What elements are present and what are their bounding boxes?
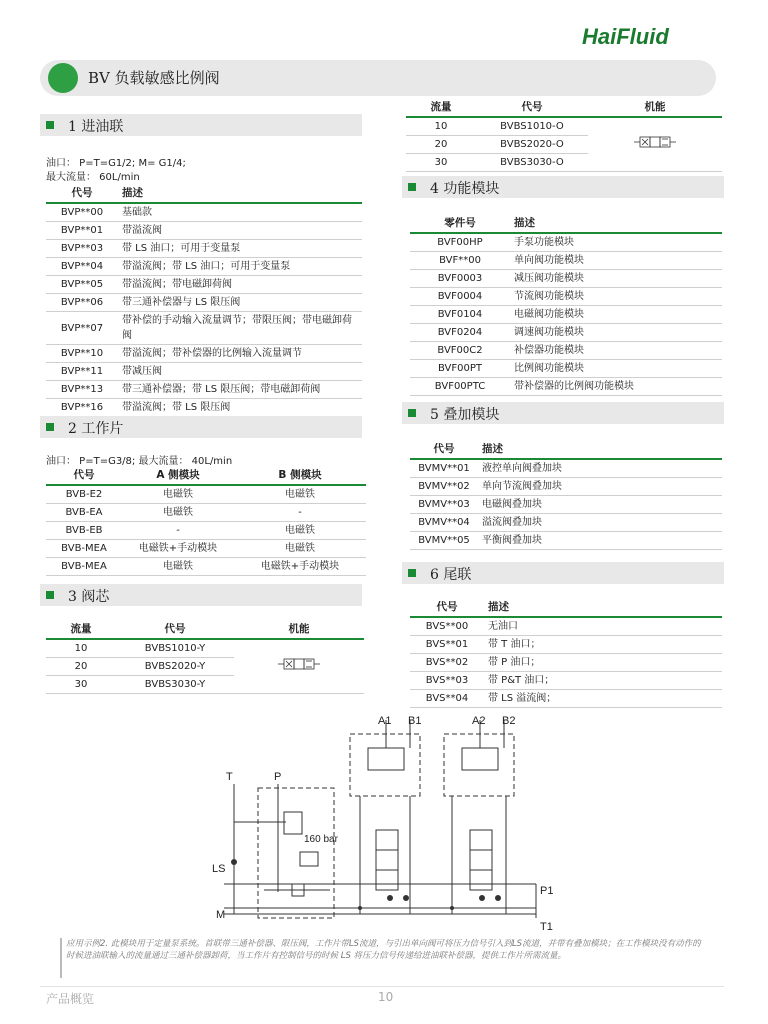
table-header: 代号 <box>476 98 588 117</box>
spool-function-symbol <box>588 117 722 172</box>
port-label-a2: A2 <box>472 715 486 727</box>
table-cell: 带 LS 溢流阀； <box>484 690 722 708</box>
bullet-square-icon <box>46 121 54 129</box>
table-row <box>410 324 722 342</box>
table-cell: BVP**05 <box>46 276 118 294</box>
table-row <box>46 294 362 312</box>
table-cell: BVF0004 <box>410 288 510 306</box>
section-heading-4 <box>402 176 724 198</box>
table-cell: 带溢流阀；带补偿器的比例输入流量调节 <box>118 345 362 363</box>
table-row <box>410 233 722 252</box>
table-cell: BVB-MEA <box>46 558 122 576</box>
table-header: 零件号 <box>410 214 510 233</box>
table-cell: BVP**13 <box>46 381 118 399</box>
table-cell: BVMV**05 <box>410 532 478 550</box>
table-row <box>46 540 366 558</box>
figure-caption: 应用示例2. 此模块用于定量泵系统。首联带三通补偿器、限压阀，工作片带LS流道，与引出单向阀可将压力信号引入到LS流道，并带有叠加模块；在工作模块没有动作的时候进油联输入的流量通过三通补偿器卸荷，当工作片有控制信号的时候 LS 将压力信号传递给进油联补偿器，提供工作片所需流量。 <box>66 939 701 961</box>
table-header: 描述 <box>478 440 722 459</box>
bullet-square-icon <box>408 183 416 191</box>
table-cell: 平衡阀叠加块 <box>478 532 722 550</box>
table-row <box>46 240 362 258</box>
stack-module-table <box>410 440 722 550</box>
table-cell: BVBS3030-Y <box>116 676 234 694</box>
table-row <box>46 485 366 504</box>
section-heading-5 <box>402 402 724 424</box>
table-cell: 溢流阀叠加块 <box>478 514 722 532</box>
logo-graphic <box>580 24 720 48</box>
table-row <box>46 222 362 240</box>
table-row <box>410 496 722 514</box>
table-cell: 电磁铁 <box>122 485 234 504</box>
table-cell: BVS**01 <box>410 636 484 654</box>
table-cell: BVP**04 <box>46 258 118 276</box>
table-cell: BVS**00 <box>410 617 484 636</box>
table-cell: 电磁阀功能模块 <box>510 306 722 324</box>
table-cell: 带三通补偿器；带 LS 限压阀；带电磁卸荷阀 <box>118 381 362 399</box>
section-4-title: 4 功能模块 <box>430 181 500 197</box>
table-cell: BVP**10 <box>46 345 118 363</box>
table-cell: BVMV**04 <box>410 514 478 532</box>
table-cell: BVP**03 <box>46 240 118 258</box>
table-header: 描述 <box>510 214 722 233</box>
table-cell: BVBS3030-O <box>476 154 588 172</box>
table-cell: - <box>234 504 366 522</box>
table-cell: BVMV**01 <box>410 459 478 478</box>
caption-bar <box>60 938 62 978</box>
table-cell: BVMV**02 <box>410 478 478 496</box>
table-header: 代号 <box>410 440 478 459</box>
table-cell: BVS**04 <box>410 690 484 708</box>
table-cell: BVS**03 <box>410 672 484 690</box>
section-heading-1 <box>40 114 362 136</box>
table-cell: BVF00PTC <box>410 378 510 396</box>
table-header: 代号 <box>46 466 122 485</box>
table-header: 机能 <box>234 620 364 639</box>
table-cell: 比例阀功能模块 <box>510 360 722 378</box>
bullet-square-icon <box>408 409 416 417</box>
table-cell: BVP**00 <box>46 203 118 222</box>
table-cell: 10 <box>46 639 116 658</box>
table-row <box>46 522 366 540</box>
section-heading-2 <box>40 416 362 438</box>
table-cell: 带 P 油口； <box>484 654 722 672</box>
table-cell: BVB-E2 <box>46 485 122 504</box>
table-row <box>46 381 362 399</box>
table-cell: 带减压阀 <box>118 363 362 381</box>
port-label-p1: P1 <box>540 885 554 897</box>
table-cell: 基础款 <box>118 203 362 222</box>
table-row <box>410 654 722 672</box>
table-cell: 带 P&T 油口； <box>484 672 722 690</box>
table-cell: BVS**02 <box>410 654 484 672</box>
table-row <box>410 532 722 550</box>
spool-table-y <box>46 620 364 694</box>
table-cell: 节流阀功能模块 <box>510 288 722 306</box>
sec2-note: 油口： P=T=G3/8; 最大流量： 40L/min <box>46 456 233 467</box>
table-row <box>410 636 722 654</box>
section-6-title: 6 尾联 <box>430 567 472 583</box>
table-row <box>410 288 722 306</box>
table-row <box>410 378 722 396</box>
section-heading-3 <box>40 584 362 606</box>
table-row <box>46 258 362 276</box>
table-cell: 带溢流阀；带电磁卸荷阀 <box>118 276 362 294</box>
pressure-label: 160 bar <box>304 834 338 845</box>
table-row <box>410 270 722 288</box>
table-cell: 30 <box>46 676 116 694</box>
table-cell: 30 <box>406 154 476 172</box>
table-header: 机能 <box>588 98 722 117</box>
table-cell: BVF0104 <box>410 306 510 324</box>
port-label-b1: B1 <box>408 715 422 727</box>
table-cell: BVF**00 <box>410 252 510 270</box>
table-header: A 侧模块 <box>122 466 234 485</box>
bullet-square-icon <box>46 423 54 431</box>
page-number: 10 <box>378 990 394 1004</box>
table-cell: 单向阀功能模块 <box>510 252 722 270</box>
sec1-note-flow: 最大流量： 60L/min <box>46 172 140 183</box>
table-cell: 带 LS 油口；可用于变量泵 <box>118 240 362 258</box>
table-cell: 带溢流阀 <box>118 222 362 240</box>
table-cell: 手泵功能模块 <box>510 233 722 252</box>
table-row <box>410 690 722 708</box>
table-cell: 电磁铁 <box>122 558 234 576</box>
section-1-title: 1 进油联 <box>68 119 124 135</box>
table-cell: 电磁铁+手动模块 <box>234 558 366 576</box>
table-row <box>410 672 722 690</box>
table-row <box>410 342 722 360</box>
table-cell: 减压阀功能模块 <box>510 270 722 288</box>
footer-divider <box>40 986 724 987</box>
table-cell: BVF0204 <box>410 324 510 342</box>
table-row <box>46 203 362 222</box>
table-cell: 电磁铁 <box>122 504 234 522</box>
table-cell: 电磁铁 <box>234 540 366 558</box>
bullet-square-icon <box>46 591 54 599</box>
table-cell: 20 <box>46 658 116 676</box>
table-cell: 20 <box>406 136 476 154</box>
table-cell: BVB-MEA <box>46 540 122 558</box>
table-cell: BVB-EB <box>46 522 122 540</box>
table-cell: BVF00PT <box>410 360 510 378</box>
sec1-note-ports: 油口： P=T=G1/2; M= G1/4; <box>46 158 186 169</box>
table-header: 描述 <box>484 598 722 617</box>
spool-function-symbol <box>234 639 364 694</box>
table-row <box>410 514 722 532</box>
table-cell: 10 <box>406 117 476 136</box>
table-row <box>46 639 364 658</box>
table-cell: BVP**11 <box>46 363 118 381</box>
table-row <box>46 345 362 363</box>
footer-section-name: 产品概览 <box>46 992 95 1006</box>
brand-logo <box>580 24 720 48</box>
section-heading-6 <box>402 562 724 584</box>
table-cell: BVF00C2 <box>410 342 510 360</box>
table-cell: BVB-EA <box>46 504 122 522</box>
section-2-title: 2 工作片 <box>68 421 124 437</box>
table-row <box>410 306 722 324</box>
table-cell: BVP**01 <box>46 222 118 240</box>
table-cell: 调速阀功能模块 <box>510 324 722 342</box>
section-5-title: 5 叠加模块 <box>430 407 500 423</box>
table-cell: - <box>122 522 234 540</box>
table-header: 代号 <box>410 598 484 617</box>
valve-symbol-icon <box>278 657 320 671</box>
section-3-title: 3 阀芯 <box>68 589 110 605</box>
table-cell: 单向节流阀叠加块 <box>478 478 722 496</box>
table-cell: BVBS1010-O <box>476 117 588 136</box>
table-cell: BVMV**03 <box>410 496 478 514</box>
function-module-table <box>410 214 722 396</box>
inlet-section-table <box>46 184 362 417</box>
table-cell: 电磁铁 <box>234 522 366 540</box>
table-cell: BVP**06 <box>46 294 118 312</box>
table-header: 描述 <box>118 184 362 203</box>
table-cell: BVP**07 <box>46 312 118 345</box>
table-cell: 带补偿器的比例阀功能模块 <box>510 378 722 396</box>
hydraulic-schematic-diagram <box>200 712 570 934</box>
table-cell: 带三通补偿器与 LS 限压阀 <box>118 294 362 312</box>
table-cell: 电磁阀叠加块 <box>478 496 722 514</box>
table-row <box>410 459 722 478</box>
valve-symbol-icon <box>634 135 676 149</box>
table-header: B 侧模块 <box>234 466 366 485</box>
table-cell: BVBS2020-Y <box>116 658 234 676</box>
work-section-table <box>46 466 366 576</box>
table-cell: 补偿器功能模块 <box>510 342 722 360</box>
port-label-p: P <box>274 771 282 783</box>
table-cell: 电磁铁 <box>234 485 366 504</box>
table-row <box>410 360 722 378</box>
spool-table-o <box>406 98 722 172</box>
table-cell: 液控单向阀叠加块 <box>478 459 722 478</box>
table-header: 流量 <box>406 98 476 117</box>
table-row <box>46 276 362 294</box>
table-row <box>406 117 722 136</box>
table-cell: BVBS2020-O <box>476 136 588 154</box>
title-dot-icon <box>48 63 78 93</box>
logo-text: HaiFluid <box>582 24 669 48</box>
table-cell: BVF0003 <box>410 270 510 288</box>
port-label-m: M <box>216 909 226 921</box>
table-row <box>46 312 362 345</box>
port-label-t: T <box>226 771 233 783</box>
port-label-ls: LS <box>212 863 226 875</box>
table-cell: BVF00HP <box>410 233 510 252</box>
table-cell: 带补偿的手动输入流量调节；带限压阀；带电磁卸荷阀 <box>118 312 362 345</box>
table-row <box>46 399 362 417</box>
table-row <box>410 478 722 496</box>
table-header: 代号 <box>116 620 234 639</box>
table-cell: 带溢流阀；带 LS 限压阀 <box>118 399 362 417</box>
end-section-table <box>410 598 722 708</box>
table-row <box>46 363 362 381</box>
table-cell: 带溢流阀；带 LS 油口；可用于变量泵 <box>118 258 362 276</box>
table-row <box>46 504 366 522</box>
table-header: 流量 <box>46 620 116 639</box>
table-cell: 带 T 油口； <box>484 636 722 654</box>
bullet-square-icon <box>408 569 416 577</box>
table-cell: 电磁铁+手动模块 <box>122 540 234 558</box>
table-cell: 无油口 <box>484 617 722 636</box>
table-cell: BVBS1010-Y <box>116 639 234 658</box>
table-header: 代号 <box>46 184 118 203</box>
port-label-t1: T1 <box>540 921 553 933</box>
port-label-a1: A1 <box>378 715 392 727</box>
table-row <box>410 252 722 270</box>
table-row <box>410 617 722 636</box>
page-title: BV 负载敏感比例阀 <box>88 69 220 87</box>
table-cell: BVP**16 <box>46 399 118 417</box>
table-row <box>46 558 366 576</box>
port-label-b2: B2 <box>502 715 516 727</box>
